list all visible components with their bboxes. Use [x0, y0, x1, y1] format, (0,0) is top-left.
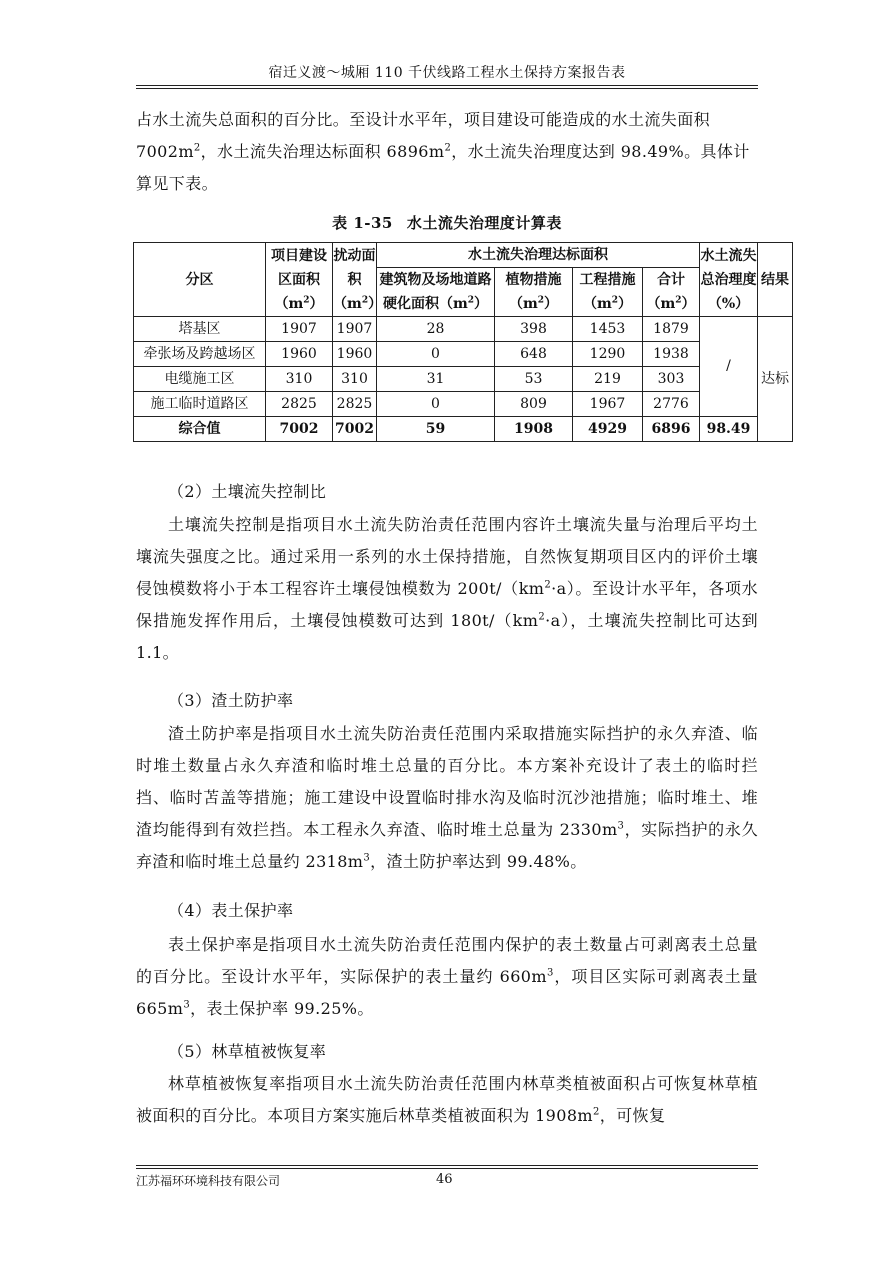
header-total: 合计 $(m^2)$ — [643, 268, 700, 317]
intro-paragraph — [136, 104, 758, 200]
section-3-title: （3）渣土防护率 — [168, 691, 294, 710]
header-zone: 分区 — [134, 243, 266, 317]
section-4-body: 表土保护率是指项目水土流失防治责任范围内保护的表土数量占可剥离表土总量的百分比。至设计水平年，实际保护的表土量约 $660m^3$，项目区实际可剥离表土量 $665m^3$，表土保护率 99.25%。 — [136, 935, 758, 1018]
footer-rule-thin — [136, 1165, 758, 1166]
table-total-row: 综合值 7002 7002 59 1908 4929 6896 98.49 — [134, 417, 793, 442]
header-result: 结果 — [758, 243, 793, 317]
header-project-area: 项目建设区面积 $(m^2)$ — [266, 243, 333, 317]
section-3-body: 渣土防护率是指项目水土流失防治责任范围内采取措施实际挡护的永久弃渣、临时堆土数量占永久弃渣和临时堆土总量的百分比。本方案补充设计了表土的临时拦挡、临时苫盖等措施；施工建设中设置临时排水沟及临时沉沙池措施；临时堆土、堆渣均能得到有效拦挡。本工程永久弃渣、临时堆土总量为 $2330m^3$，实际挡护的永久弃渣和临时堆土总量约 $2318m^3$，渣土防护率达到 99.48%。 — [136, 724, 758, 871]
header-rate: 水土流失总治理度（%） — [700, 243, 758, 317]
header-engineering: 工程措施 $(m^2)$ — [573, 268, 643, 317]
section-5-title: （5）林草植被恢复率 — [168, 1042, 327, 1061]
section-4-title: （4）表土保护率 — [168, 901, 294, 920]
table-caption — [136, 212, 758, 233]
page-header: 宿迁义渡～城厢 110 千伏线路工程水土保持方案报告表 — [268, 65, 626, 81]
header-rule — [136, 85, 758, 86]
table-row: 塔基区 1907 1907 28 398 1453 1879 / 达标 — [134, 317, 793, 342]
header-building: 建筑物及场地道路硬化面积$(m^2)$ — [377, 268, 495, 317]
section-2-title: （2）土壤流失控制比 — [168, 482, 327, 501]
footer-rule — [136, 1168, 758, 1169]
treatment-table — [133, 242, 793, 442]
page-number: 46 — [436, 1172, 453, 1187]
intro-line-1: 占水土流失总面积的百分比。至设计水平年，项目建设可能造成的水土流失面积 — [136, 110, 711, 129]
table-number: 表 1-35 — [332, 214, 393, 232]
header-disturb-area: 扰动面积 $(m^2)$ — [333, 243, 377, 317]
header-rule-thin — [136, 88, 758, 89]
footer-company: 江苏福环环境科技有限公司 — [136, 1174, 281, 1188]
rate-merged-cell: / — [700, 317, 758, 417]
header-treated-group: 水土流失治理达标面积 — [377, 243, 700, 268]
result-merged-cell: 达标 — [758, 317, 793, 442]
intro-line-2: $7002m^2$，水土流失治理达标面积 $6896m^2$，水土流失治理度达到 98.49%。具体计 — [136, 142, 750, 161]
section-2-body: 土壤流失控制是指项目水土流失防治责任范围内容许土壤流失量与治理后平均土壤流失强度之比。通过采用一系列的水土保持措施，自然恢复期项目区内的评价土壤侵蚀模数将小于本工程容许土壤侵蚀模数为 $200t/(km^2\cdot a)$。至设计水平年，各项水保措施发挥作用后，土壤侵蚀模数可达到 $180t/(km^2\cdot a)$，土壤流失控制比可达到 1.1。 — [136, 515, 758, 662]
section-5-body: 林草植被恢复率指项目水土流失防治责任范围内林草类植被面积占可恢复林草植被面积的百分比。本项目方案实施后林草类植被面积为 $1908m^2$，可恢复 — [136, 1074, 758, 1125]
header-plant: 植物措施 $(m^2)$ — [495, 268, 573, 317]
table-title: 水土流失治理度计算表 — [406, 214, 562, 232]
table-row: 施工临时道路区 2825 2825 0 809 1967 2776 — [134, 392, 793, 417]
intro-line-3: 算见下表。 — [136, 174, 219, 193]
table-row: 牵张场及跨越场区 1960 1960 0 648 1290 1938 — [134, 342, 793, 367]
table-row: 电缆施工区 310 310 31 53 219 303 — [134, 367, 793, 392]
